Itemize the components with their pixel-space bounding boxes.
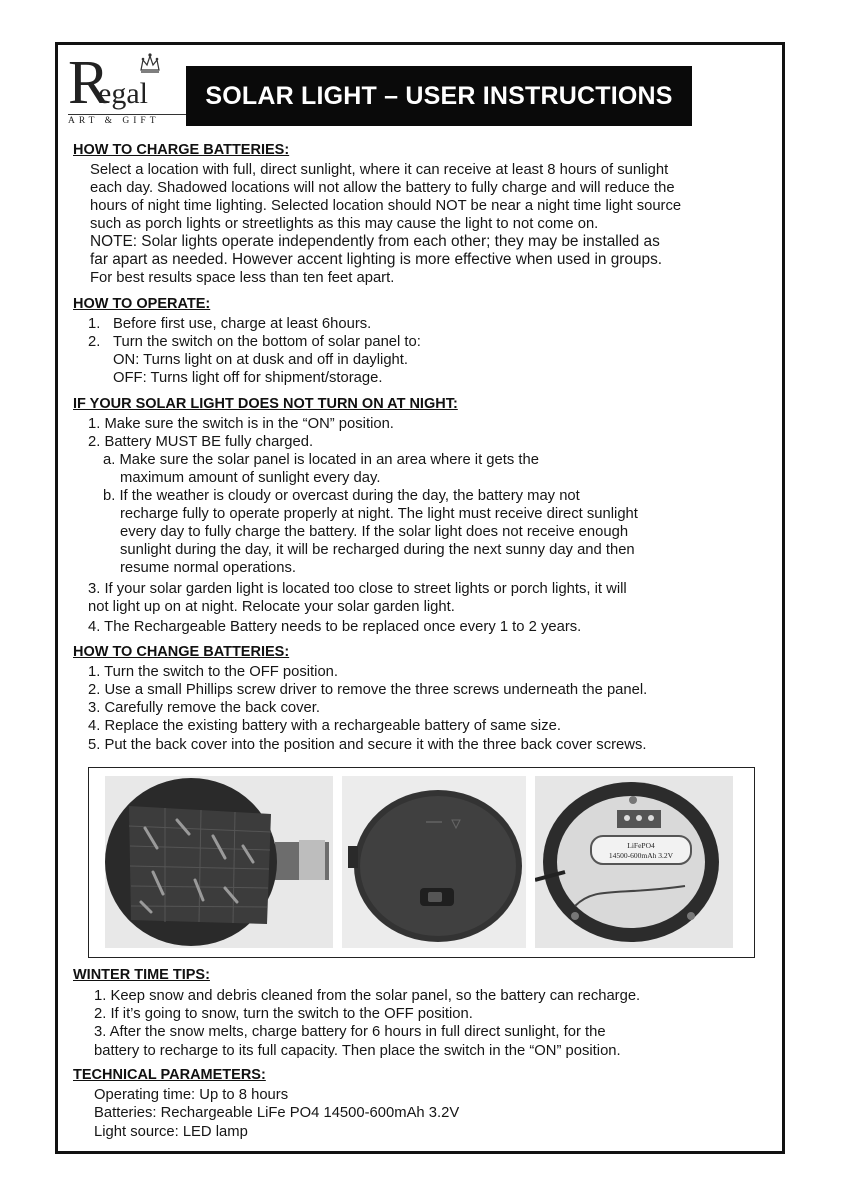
charge-note-line: NOTE: Solar lights operate independently from each other; they may be installed as [90,233,660,250]
logo-letter: R [68,49,110,117]
winter-tip: 1. Keep snow and debris cleaned from the solar panel, so the battery can recharge. [94,988,641,1004]
troubleshoot-line: b. If the weather is cloudy or overcast during the day, the battery may not [103,488,580,504]
technical-parameter: Light source: LED lamp [94,1124,248,1140]
troubleshoot-line: recharge fully to operate properly at night. The light must receive direct sunlight [120,506,638,522]
solar-panel-photo [105,776,333,948]
battery-label-2: 14500-600mAh 3.2V [608,851,674,860]
operate-sub-item: ON: Turns light on at dusk and off in daylight. [113,352,409,368]
section-heading-operate: HOW TO OPERATE: [73,296,211,312]
section-heading-winter: WINTER TIME TIPS: [73,967,210,983]
troubleshoot-line: resume normal operations. [120,560,297,576]
troubleshoot-line: maximum amount of sunlight every day. [120,470,381,486]
change-step: 4. Replace the existing battery with a rechargeable battery of same size. [88,718,561,734]
troubleshoot-line: sunlight during the day, it will be recharged during the next sunny day and then [120,542,635,558]
change-step: 1. Turn the switch to the OFF position. [88,664,339,680]
troubleshoot-line: 4. The Rechargeable Battery needs to be replaced once every 1 to 2 years. [88,619,582,635]
technical-parameter: Operating time: Up to 8 hours [94,1087,289,1103]
charge-note-line: far apart as needed. However accent lighting is more effective when used in groups. [90,251,663,268]
logo-wordmark: egal [98,77,148,110]
crown-icon [138,52,162,74]
change-step: 2. Use a small Phillips screw driver to remove the three screws underneath the panel. [88,682,648,698]
technical-parameter: Batteries: Rechargeable LiFe PO4 14500-600mAh 3.2V [94,1105,460,1121]
back-cover-photo [342,776,526,948]
troubleshoot-line: 2. Battery MUST BE fully charged. [88,434,314,450]
brand-logo [68,49,186,134]
troubleshoot-line: 1. Make sure the switch is in the “ON” position. [88,416,394,432]
charge-line: Select a location with full, direct sunlight, where it can receive at least 8 hours of sunlight [90,162,669,178]
charge-line: each day. Shadowed locations will not allow the battery to fully charge and will reduce the [90,180,675,196]
open-battery-compartment-photo [535,776,733,948]
operate-item-number: 2. [88,334,101,350]
page-title: SOLAR LIGHT – USER INSTRUCTIONS [186,66,692,126]
section-heading-change: HOW TO CHANGE BATTERIES: [73,644,290,660]
winter-tip: 3. After the snow melts, charge battery for 6 hours in full direct sunlight, for the [94,1024,606,1040]
troubleshoot-line: not light up on at night. Relocate your solar garden light. [88,599,455,615]
charge-line: such as porch lights or streetlights as this may cause the light to not come on. [90,216,599,232]
operate-item-text: Turn the switch on the bottom of solar panel to: [113,334,421,350]
change-step: 3. Carefully remove the back cover. [88,700,320,716]
section-heading-troubleshoot: IF YOUR SOLAR LIGHT DOES NOT TURN ON AT NIGHT: [73,396,458,412]
battery-label-1: LiFePO4 [627,841,655,850]
operate-item-text: Before first use, charge at least 6hours. [113,316,372,332]
troubleshoot-line: every day to fully charge the battery. If the solar light does not receive enough [120,524,629,540]
change-step: 5. Put the back cover into the position and secure it with the three back cover screws. [88,737,647,753]
winter-tip: 2. If it’s going to snow, turn the switch to the OFF position. [94,1006,473,1022]
charge-line: hours of night time lighting. Selected location should NOT be near a night time light source [90,198,682,214]
logo-subtitle: ART & GIFT [68,114,186,126]
troubleshoot-line: a. Make sure the solar panel is located in an area where it gets the [103,452,539,468]
troubleshoot-line: 3. If your solar garden light is located too close to street lights or porch lights, it will [88,581,627,597]
section-heading-charge: HOW TO CHARGE BATTERIES: [73,142,290,158]
section-heading-technical: TECHNICAL PARAMETERS: [73,1067,266,1083]
winter-tip: battery to recharge to its full capacity. Then place the switch in the “ON” position. [94,1043,621,1059]
charge-note-line: For best results space less than ten feet apart. [90,270,395,286]
operate-sub-item: OFF: Turns light off for shipment/storage. [113,370,383,386]
operate-item-number: 1. [88,316,101,332]
